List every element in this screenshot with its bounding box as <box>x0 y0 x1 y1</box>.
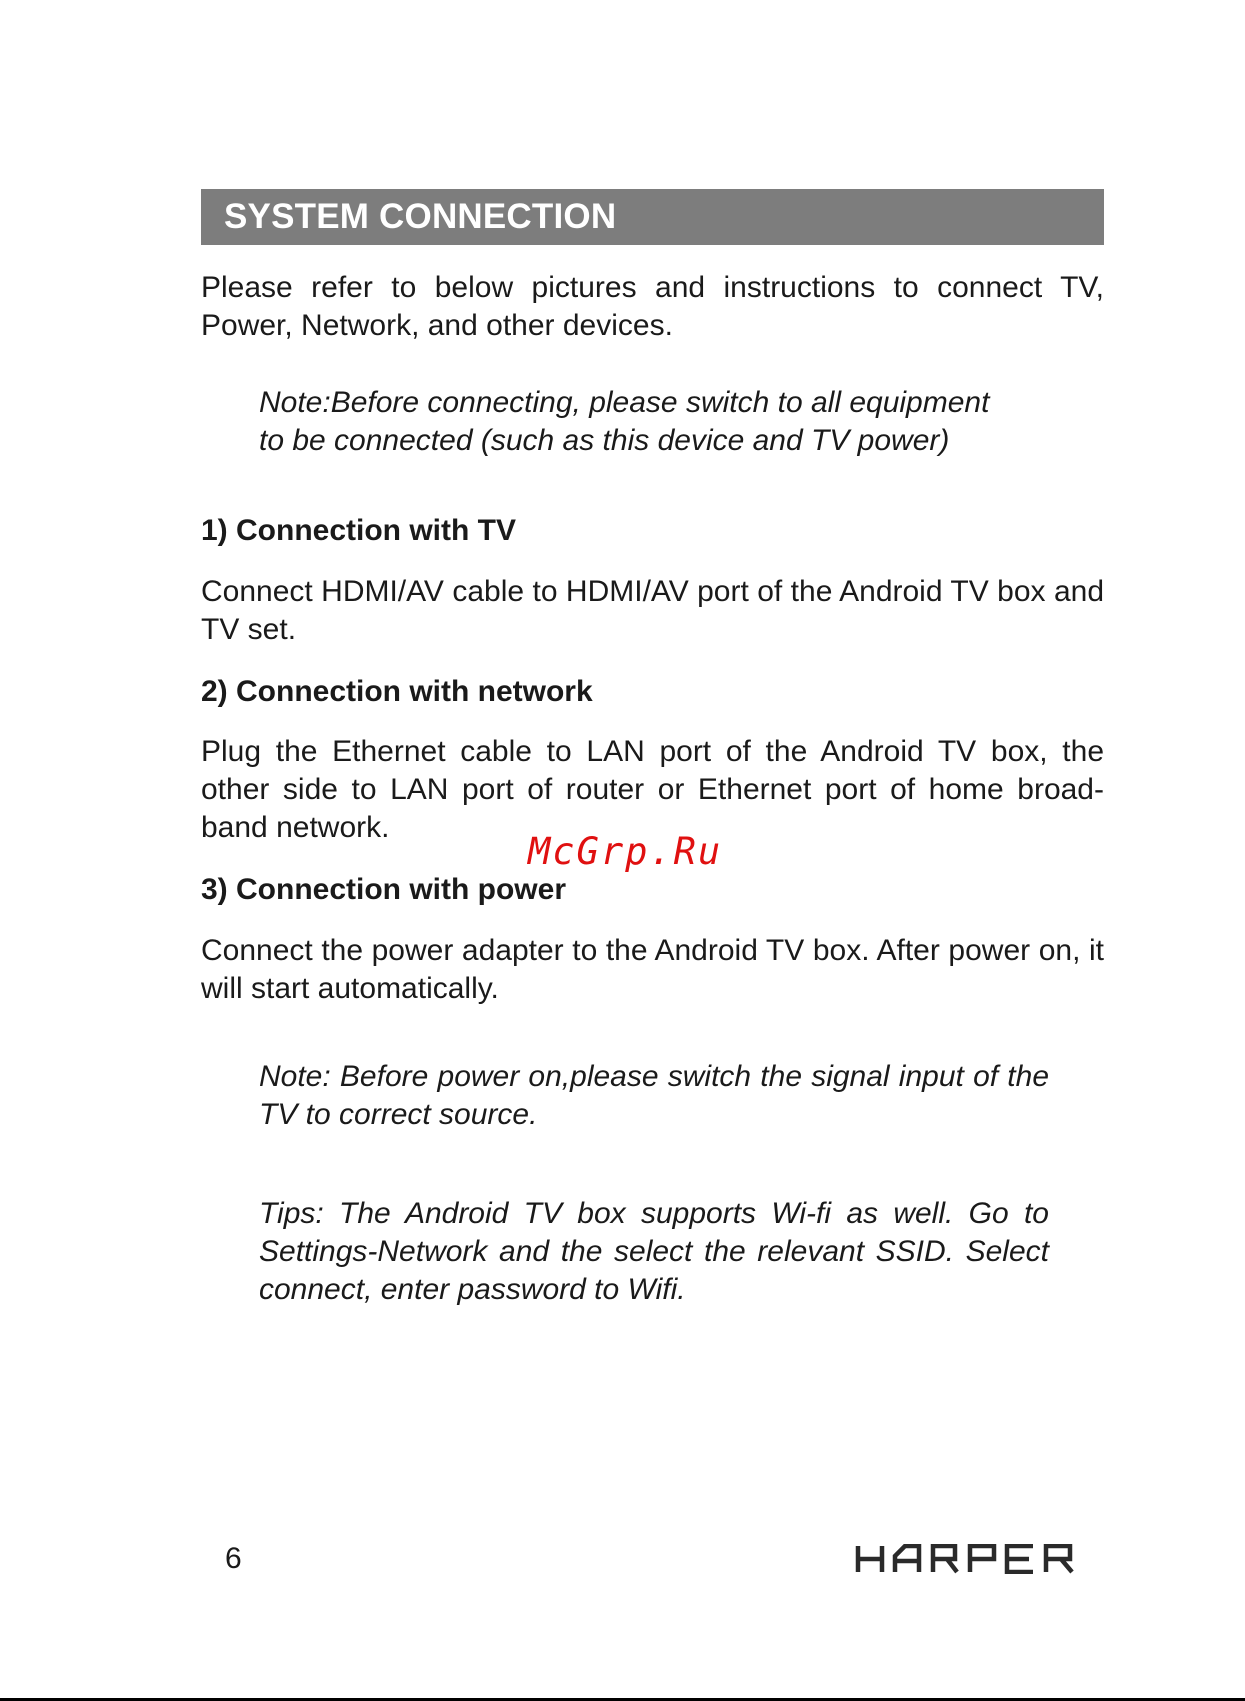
step-3-heading: 3) Connection with power <box>201 873 566 906</box>
step-1-heading: 1) Connection with TV <box>201 514 516 547</box>
page-number: 6 <box>225 1542 242 1575</box>
harper-logo <box>855 1544 1105 1574</box>
note-before-connecting <box>259 384 1049 460</box>
intro-paragraph: Please refer to below pictures and instructions to connect TV, Power, Network, and other devices. <box>201 271 1104 342</box>
step-1-body: Connect HDMI/AV cable to HDMI/AV port of the Android TV box and TV set. <box>201 575 1104 646</box>
section-header-bar <box>201 189 1104 245</box>
note-line-2: to be connected (such as this device and TV power) <box>259 424 950 457</box>
note-before-power-on: Note: Before power on,please switch the signal input of the TV to correct source. <box>259 1060 1049 1131</box>
step-2-body: Plug the Ethernet cable to LAN port of the Android TV box, the other side to LAN port of router or Ethernet port of home broad-band network. <box>201 735 1104 844</box>
section-title: SYSTEM CONNECTION <box>224 197 617 236</box>
step-2-heading: 2) Connection with network <box>201 675 593 708</box>
note-line-1: Note:Before connecting, please switch to all equipment <box>259 386 990 419</box>
watermark: McGrp.Ru <box>528 830 723 873</box>
step-3-body: Connect the power adapter to the Android TV box. After power on, it will start automatically. <box>201 934 1104 1005</box>
wifi-tips: Tips: The Android TV box supports Wi-fi as well. Go to Settings-Network and the select the relevant SSID. Select connect, enter password to Wifi. <box>259 1197 1049 1306</box>
